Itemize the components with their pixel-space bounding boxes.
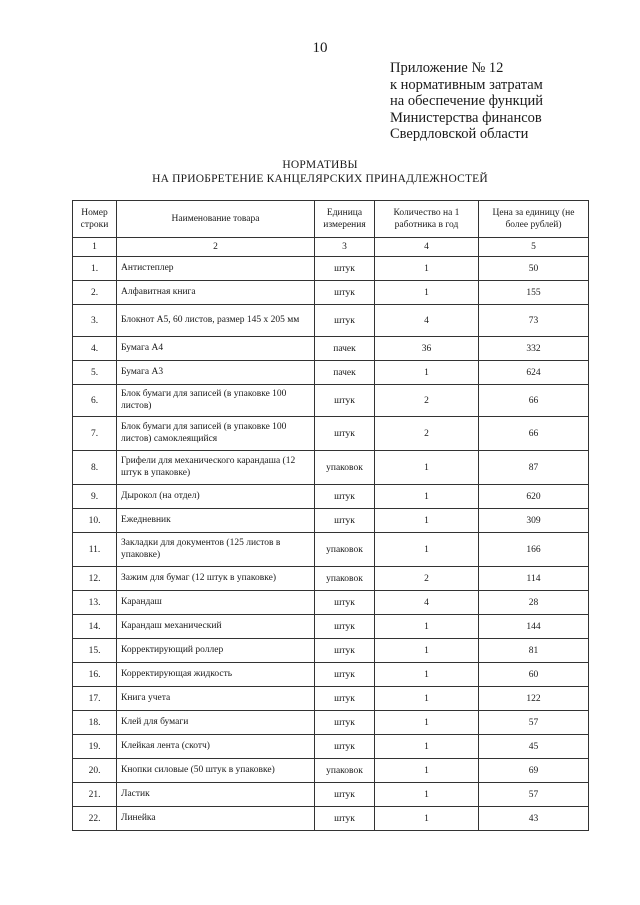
row-number: 9. xyxy=(73,485,117,509)
row-number: 16. xyxy=(73,663,117,687)
norms-table xyxy=(72,200,589,831)
item-unit: штук xyxy=(315,735,375,759)
item-price: 81 xyxy=(479,639,589,663)
row-number: 5. xyxy=(73,361,117,385)
appendix-line: к нормативным затратам xyxy=(390,76,543,93)
row-number: 6. xyxy=(73,385,117,417)
item-unit: штук xyxy=(315,509,375,533)
item-quantity: 1 xyxy=(375,735,479,759)
header-row-number: Номер строки xyxy=(73,201,117,238)
item-quantity: 1 xyxy=(375,509,479,533)
table-row xyxy=(73,361,589,385)
item-quantity: 1 xyxy=(375,807,479,831)
table-row xyxy=(73,533,589,567)
row-number: 12. xyxy=(73,567,117,591)
row-number: 3. xyxy=(73,305,117,337)
row-number: 20. xyxy=(73,759,117,783)
appendix-line: Министерства финансов xyxy=(390,109,542,126)
item-price: 50 xyxy=(479,257,589,281)
item-name: Ластик xyxy=(117,783,315,807)
table-row xyxy=(73,417,589,451)
item-price: 43 xyxy=(479,807,589,831)
item-quantity: 1 xyxy=(375,711,479,735)
row-number: 4. xyxy=(73,337,117,361)
appendix-line: Приложение № 12 xyxy=(390,60,504,76)
table-row xyxy=(73,759,589,783)
item-unit: пачек xyxy=(315,337,375,361)
item-price: 620 xyxy=(479,485,589,509)
item-price: 332 xyxy=(479,337,589,361)
item-price: 309 xyxy=(479,509,589,533)
row-number: 17. xyxy=(73,687,117,711)
item-price: 45 xyxy=(479,735,589,759)
table-row xyxy=(73,807,589,831)
item-name: Дырокол (на отдел) xyxy=(117,485,315,509)
item-unit: пачек xyxy=(315,361,375,385)
item-price: 57 xyxy=(479,783,589,807)
item-name: Зажим для бумаг (12 штук в упаковке) xyxy=(117,567,315,591)
item-unit: штук xyxy=(315,417,375,451)
table-row xyxy=(73,567,589,591)
item-quantity: 1 xyxy=(375,687,479,711)
header-price: Цена за единицу (не более рублей) xyxy=(479,201,589,238)
item-name: Клейкая лента (скотч) xyxy=(117,735,315,759)
table-row xyxy=(73,735,589,759)
row-number: 11. xyxy=(73,533,117,567)
row-number: 1. xyxy=(73,257,117,281)
item-unit: штук xyxy=(315,639,375,663)
table-header-row xyxy=(73,201,589,238)
appendix-line: Свердловской области xyxy=(390,126,529,142)
title-line: НА ПРИОБРЕТЕНИЕ КАНЦЕЛЯРСКИХ ПРИНАДЛЕЖНОСТЕЙ xyxy=(152,173,488,185)
item-name: Ежедневник xyxy=(117,509,315,533)
row-number: 18. xyxy=(73,711,117,735)
item-name: Бумага А4 xyxy=(117,337,315,361)
item-unit: штук xyxy=(315,783,375,807)
table-row xyxy=(73,257,589,281)
item-price: 66 xyxy=(479,417,589,451)
row-number: 2. xyxy=(73,281,117,305)
table-row xyxy=(73,591,589,615)
item-name: Корректирующая жидкость xyxy=(117,663,315,687)
item-quantity: 1 xyxy=(375,451,479,485)
table-body xyxy=(73,257,589,831)
item-unit: штук xyxy=(315,485,375,509)
row-number: 22. xyxy=(73,807,117,831)
item-quantity: 36 xyxy=(375,337,479,361)
item-price: 73 xyxy=(479,305,589,337)
item-unit: упаковок xyxy=(315,759,375,783)
table-row xyxy=(73,305,589,337)
row-number: 15. xyxy=(73,639,117,663)
item-quantity: 1 xyxy=(375,639,479,663)
item-price: 57 xyxy=(479,711,589,735)
item-name: Бумага А3 xyxy=(117,361,315,385)
table-row xyxy=(73,639,589,663)
item-unit: штук xyxy=(315,591,375,615)
column-index: 2 xyxy=(117,238,315,257)
item-price: 87 xyxy=(479,451,589,485)
item-quantity: 1 xyxy=(375,281,479,305)
item-price: 69 xyxy=(479,759,589,783)
item-price: 66 xyxy=(479,385,589,417)
item-name: Линейка xyxy=(117,807,315,831)
item-name: Карандаш xyxy=(117,591,315,615)
item-name: Карандаш механический xyxy=(117,615,315,639)
item-name: Кнопки силовые (50 штук в упаковке) xyxy=(117,759,315,783)
item-name: Блок бумаги для записей (в упаковке 100 листов) самоклеящийся xyxy=(117,417,315,451)
row-number: 14. xyxy=(73,615,117,639)
item-name: Клей для бумаги xyxy=(117,711,315,735)
item-unit: штук xyxy=(315,305,375,337)
item-unit: штук xyxy=(315,807,375,831)
item-quantity: 4 xyxy=(375,305,479,337)
item-price: 624 xyxy=(479,361,589,385)
item-quantity: 1 xyxy=(375,257,479,281)
table-row xyxy=(73,663,589,687)
column-index: 1 xyxy=(73,238,117,257)
item-unit: упаковок xyxy=(315,533,375,567)
document-title xyxy=(0,158,640,186)
page-number: 10 xyxy=(312,40,328,56)
table-row xyxy=(73,783,589,807)
table-row xyxy=(73,687,589,711)
table-row xyxy=(73,509,589,533)
item-unit: штук xyxy=(315,257,375,281)
item-unit: штук xyxy=(315,711,375,735)
header-quantity: Количество на 1 работника в год xyxy=(375,201,479,238)
column-index-row xyxy=(73,238,589,257)
appendix-reference xyxy=(390,60,543,143)
table-row xyxy=(73,451,589,485)
item-price: 166 xyxy=(479,533,589,567)
title-line: НОРМАТИВЫ xyxy=(282,159,358,171)
item-name: Антистеплер xyxy=(117,257,315,281)
item-name: Грифели для механического карандаша (12 штук в упаковке) xyxy=(117,451,315,485)
column-index: 5 xyxy=(479,238,589,257)
item-quantity: 2 xyxy=(375,567,479,591)
table-row xyxy=(73,385,589,417)
row-number: 19. xyxy=(73,735,117,759)
table-row xyxy=(73,615,589,639)
item-price: 114 xyxy=(479,567,589,591)
item-unit: штук xyxy=(315,281,375,305)
header-unit: Единица измерения xyxy=(315,201,375,238)
item-quantity: 1 xyxy=(375,663,479,687)
item-quantity: 2 xyxy=(375,385,479,417)
item-price: 144 xyxy=(479,615,589,639)
item-unit: штук xyxy=(315,663,375,687)
item-name: Закладки для документов (125 листов в упаковке) xyxy=(117,533,315,567)
table-row xyxy=(73,711,589,735)
item-quantity: 1 xyxy=(375,615,479,639)
item-price: 28 xyxy=(479,591,589,615)
item-quantity: 1 xyxy=(375,759,479,783)
item-quantity: 1 xyxy=(375,485,479,509)
item-quantity: 4 xyxy=(375,591,479,615)
item-unit: упаковок xyxy=(315,567,375,591)
header-item-name: Наименование товара xyxy=(117,201,315,238)
row-number: 13. xyxy=(73,591,117,615)
table-row xyxy=(73,281,589,305)
item-name: Алфавитная книга xyxy=(117,281,315,305)
row-number: 21. xyxy=(73,783,117,807)
item-quantity: 2 xyxy=(375,417,479,451)
item-unit: штук xyxy=(315,687,375,711)
item-unit: штук xyxy=(315,615,375,639)
item-price: 122 xyxy=(479,687,589,711)
item-price: 155 xyxy=(479,281,589,305)
table-row xyxy=(73,485,589,509)
item-price: 60 xyxy=(479,663,589,687)
item-unit: штук xyxy=(315,385,375,417)
column-index: 4 xyxy=(375,238,479,257)
item-unit: упаковок xyxy=(315,451,375,485)
item-name: Корректирующий роллер xyxy=(117,639,315,663)
row-number: 8. xyxy=(73,451,117,485)
item-quantity: 1 xyxy=(375,361,479,385)
table-row xyxy=(73,337,589,361)
item-quantity: 1 xyxy=(375,533,479,567)
appendix-line: на обеспечение функций xyxy=(390,93,544,109)
column-index: 3 xyxy=(315,238,375,257)
item-name: Блок бумаги для записей (в упаковке 100 листов) xyxy=(117,385,315,417)
item-name: Блокнот А5, 60 листов, размер 145 х 205 мм xyxy=(117,305,315,337)
row-number: 7. xyxy=(73,417,117,451)
item-name: Книга учета xyxy=(117,687,315,711)
row-number: 10. xyxy=(73,509,117,533)
item-quantity: 1 xyxy=(375,783,479,807)
